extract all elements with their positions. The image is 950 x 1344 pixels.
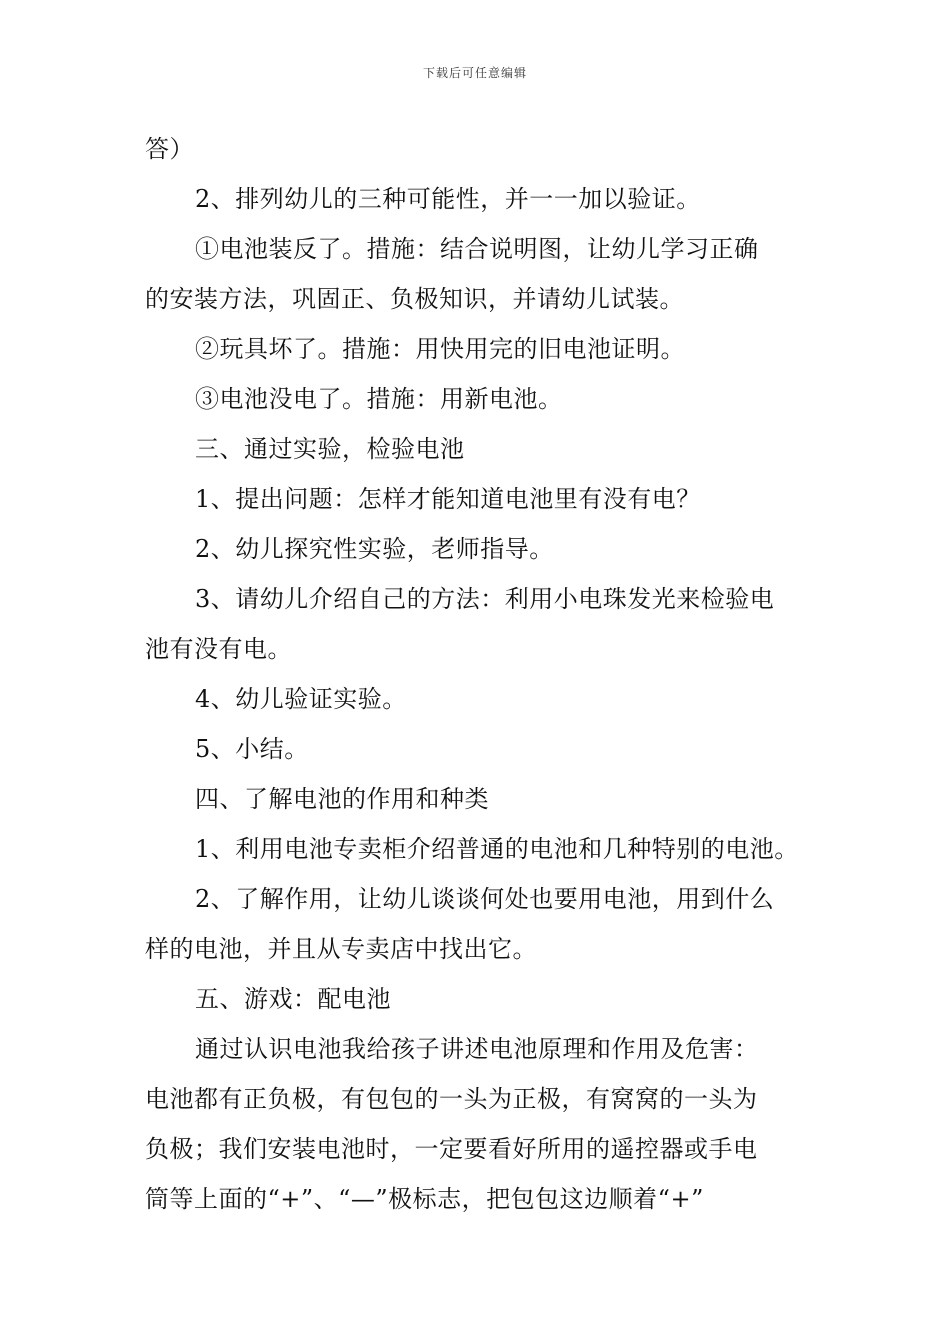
text-line: 答） xyxy=(145,135,194,163)
text-line: 2、排列幼儿的三种可能性，并一一加以验证。 xyxy=(195,185,701,213)
text-line: 5、小结。 xyxy=(195,735,309,763)
text-line: 筒等上面的“+”、“—”极标志，把包包这边顺着“+” xyxy=(145,1185,704,1213)
text-line: 1、提出问题：怎样才能知道电池里有没有电？ xyxy=(195,485,701,513)
text-line: ③电池没电了。措施：用新电池。 xyxy=(195,385,563,413)
section-heading: 三、通过实验，检验电池 xyxy=(195,435,465,463)
section-heading: 五、游戏：配电池 xyxy=(195,985,391,1013)
text-line: 3、请幼儿介绍自己的方法：利用小电珠发光来检验电 xyxy=(195,585,775,613)
page-header: 下载后可任意编辑 xyxy=(422,66,527,80)
text-line: 4、幼儿验证实验。 xyxy=(195,685,407,713)
text-line: 的安装方法，巩固正、负极知识，并请幼儿试装。 xyxy=(145,285,684,313)
text-line: 2、幼儿探究性实验，老师指导。 xyxy=(195,535,554,563)
text-line: 2、了解作用，让幼儿谈谈何处也要用电池，用到什么 xyxy=(195,885,775,913)
text-line: ①电池装反了。措施：结合说明图，让幼儿学习正确 xyxy=(195,235,759,263)
text-line: 池有没有电。 xyxy=(145,635,292,663)
text-line: ②玩具坏了。措施：用快用完的旧电池证明。 xyxy=(195,335,685,363)
text-line: 电池都有正负极，有包包的一头为正极，有窝窝的一头为 xyxy=(145,1085,758,1113)
text-line: 通过认识电池我给孩子讲述电池原理和作用及危害： xyxy=(195,1035,759,1063)
text-line: 样的电池，并且从专卖店中找出它。 xyxy=(145,935,537,963)
text-line: 1、利用电池专卖柜介绍普通的电池和几种特别的电池。 xyxy=(195,835,799,863)
document-body xyxy=(145,124,810,1224)
text-line: 负极；我们安装电池时，一定要看好所用的遥控器或手电 xyxy=(145,1135,758,1163)
section-heading: 四、了解电池的作用和种类 xyxy=(195,785,489,813)
